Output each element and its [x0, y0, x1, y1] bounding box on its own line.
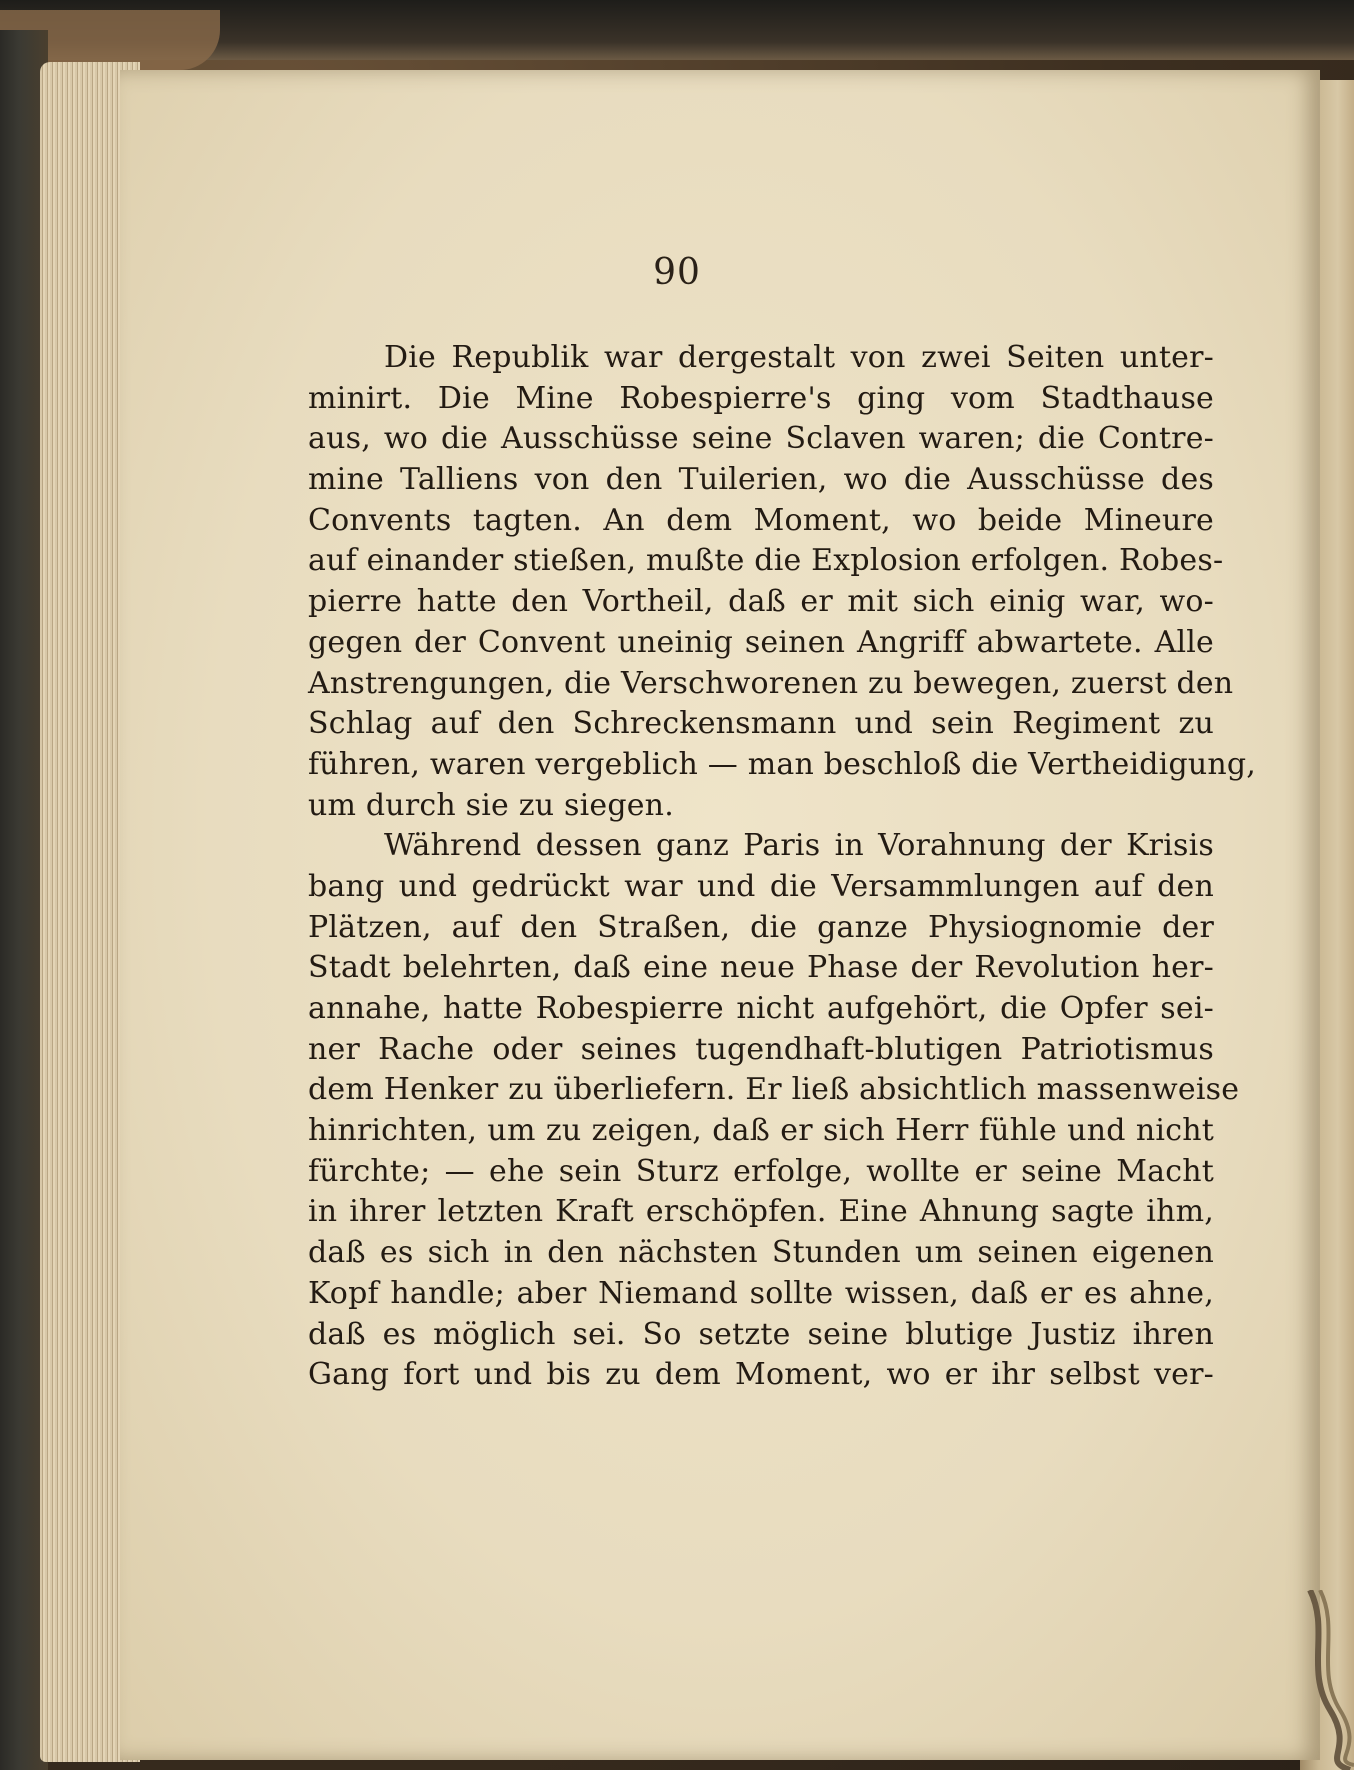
text-line: führen, waren vergeblich — man beschloß die Vertheidigung, [308, 746, 1257, 782]
text-line: annahe, hatte Robespierre nicht aufgehört, die Opfer sei- [308, 991, 1214, 1026]
text-line: daß es möglich sei. So setzte seine blutige Justiz ihren [308, 1316, 1214, 1352]
text-line: in ihrer letzten Kraft erschöpfen. Eine Ahnung sagte ihm, [308, 1194, 1214, 1230]
text-line: Kopf handle; aber Niemand sollte wissen, daß er es ahne, [308, 1275, 1214, 1311]
text-line: fürchte; — ehe sein Sturz erfolge, wollte er seine Macht [308, 1153, 1214, 1189]
text-line: Anstrengungen, die Verschworenen zu bewegen, zuerst den [308, 665, 1234, 701]
text-line: dem Henker zu überliefern. Er ließ absichtlich massenweise [308, 1072, 1240, 1108]
text-line: Gang fort und bis zu dem Moment, wo er ihr selbst ver- [308, 1357, 1214, 1393]
text-line: mine Talliens von den Tuilerien, wo die Ausschüsse des [308, 462, 1214, 498]
text-line: Schlag auf den Schreckensmann und sein Regiment zu [308, 706, 1214, 742]
bookmark-thread [1300, 1590, 1354, 1770]
text-line: pierre hatte den Vortheil, daß er mit sich einig war, wo- [308, 584, 1214, 620]
body-text [308, 338, 1257, 1396]
text-line: gegen der Convent uneinig seinen Angriff abwartete. Alle [308, 624, 1214, 660]
text-line: daß es sich in den nächsten Stunden um seinen eigenen [308, 1235, 1214, 1271]
text-line: Convents tagten. An dem Moment, wo beide Mineure [308, 502, 1214, 538]
text-line: Plätzen, auf den Straßen, die ganze Physiognomie der [308, 909, 1214, 945]
text-line: ner Rache oder seines tugendhaft-blutigen Patriotismus [308, 1031, 1214, 1067]
text-line: bang und gedrückt war und die Versammlungen auf den [308, 868, 1214, 904]
text-line: minirt. Die Mine Robespierre's ging vom Stadthause [308, 380, 1214, 416]
paragraph-1 [308, 338, 1257, 826]
text-line: aus, wo die Ausschüsse seine Sclaven waren; die Contre- [308, 421, 1214, 457]
text-line: auf einander stießen, mußte die Explosion erfolgen. Robes- [308, 543, 1224, 579]
text-line: Die Republik war dergestalt von zwei Seiten unter- [384, 340, 1214, 375]
page-number: 90 [653, 252, 701, 293]
text-line: um durch sie zu siegen. [308, 787, 674, 823]
text-line: hinrichten, um zu zeigen, daß er sich Herr fühle und nicht [308, 1113, 1214, 1149]
text-line: Während dessen ganz Paris in Vorahnung der Krisis [384, 828, 1214, 864]
paragraph-2 [308, 826, 1240, 1396]
text-line: Stadt belehrten, daß eine neue Phase der Revolution her- [308, 950, 1214, 986]
